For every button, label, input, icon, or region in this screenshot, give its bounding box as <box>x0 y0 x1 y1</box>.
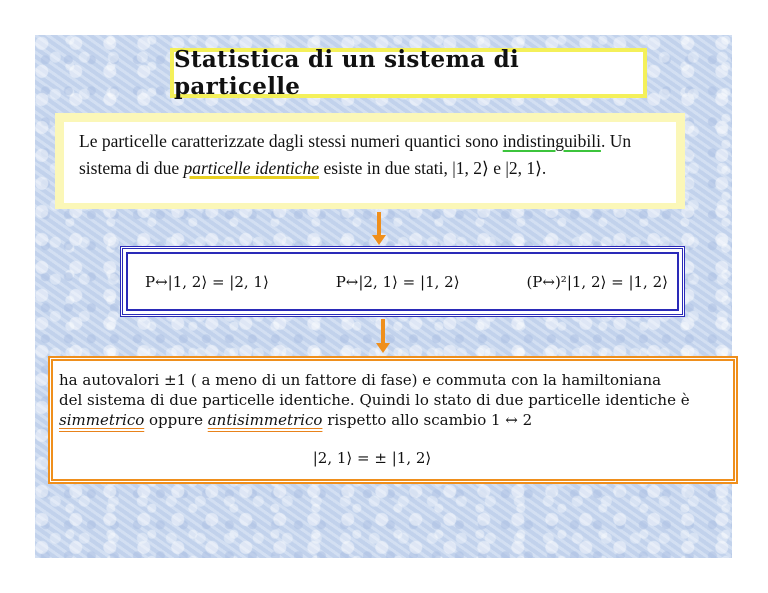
eigen-line-3-tail: rispetto allo scambio 1 ↔ 2 <box>322 411 533 429</box>
exchange-operator-box <box>120 246 685 317</box>
slide-title: Statistica di un sistema di particelle <box>174 46 520 100</box>
equation-1: P↔|1, 2⟩ = |2, 1⟩ <box>145 272 269 291</box>
down-arrow-2 <box>381 319 385 344</box>
eigen-line-1: ha autovalori ±1 ( a meno di un fattore di fase) e commuta con la hamiltoniana <box>59 371 662 389</box>
title-box <box>170 48 647 98</box>
indistinguishable-box <box>55 113 685 209</box>
down-arrow-1 <box>377 212 381 236</box>
indistinguibili-highlight: indistinguibili <box>502 131 601 151</box>
line2-tail: esiste in due stati, |1, 2⟩ e |2, 1⟩. <box>319 158 547 178</box>
oppure-word: oppure <box>144 411 208 429</box>
equation-2: P↔|2, 1⟩ = |1, 2⟩ <box>335 272 460 291</box>
antisimmetrico-word: antisimmetrico <box>207 411 323 429</box>
indistinguishable-text <box>64 122 676 203</box>
simmetrico-word: simmetrico <box>59 411 145 429</box>
eigen-line-2: del sistema di due particelle identiche. Quindi lo stato di due particelle identiche è <box>59 391 690 409</box>
eigenvalues-box <box>48 356 738 484</box>
line1-tail: . Un <box>600 131 632 151</box>
eigen-line-3 <box>59 410 725 430</box>
line1-text: Le particelle caratterizzate dagli stessi numeri quantici sono <box>79 131 503 151</box>
state-formula: |2, 1⟩ = ± |1, 2⟩ <box>312 449 432 467</box>
line2-text: sistema di due <box>79 158 184 178</box>
particelle-identiche-highlight: particelle identiche <box>183 158 320 178</box>
equation-3: (P↔)²|1, 2⟩ = |1, 2⟩ <box>526 272 668 291</box>
